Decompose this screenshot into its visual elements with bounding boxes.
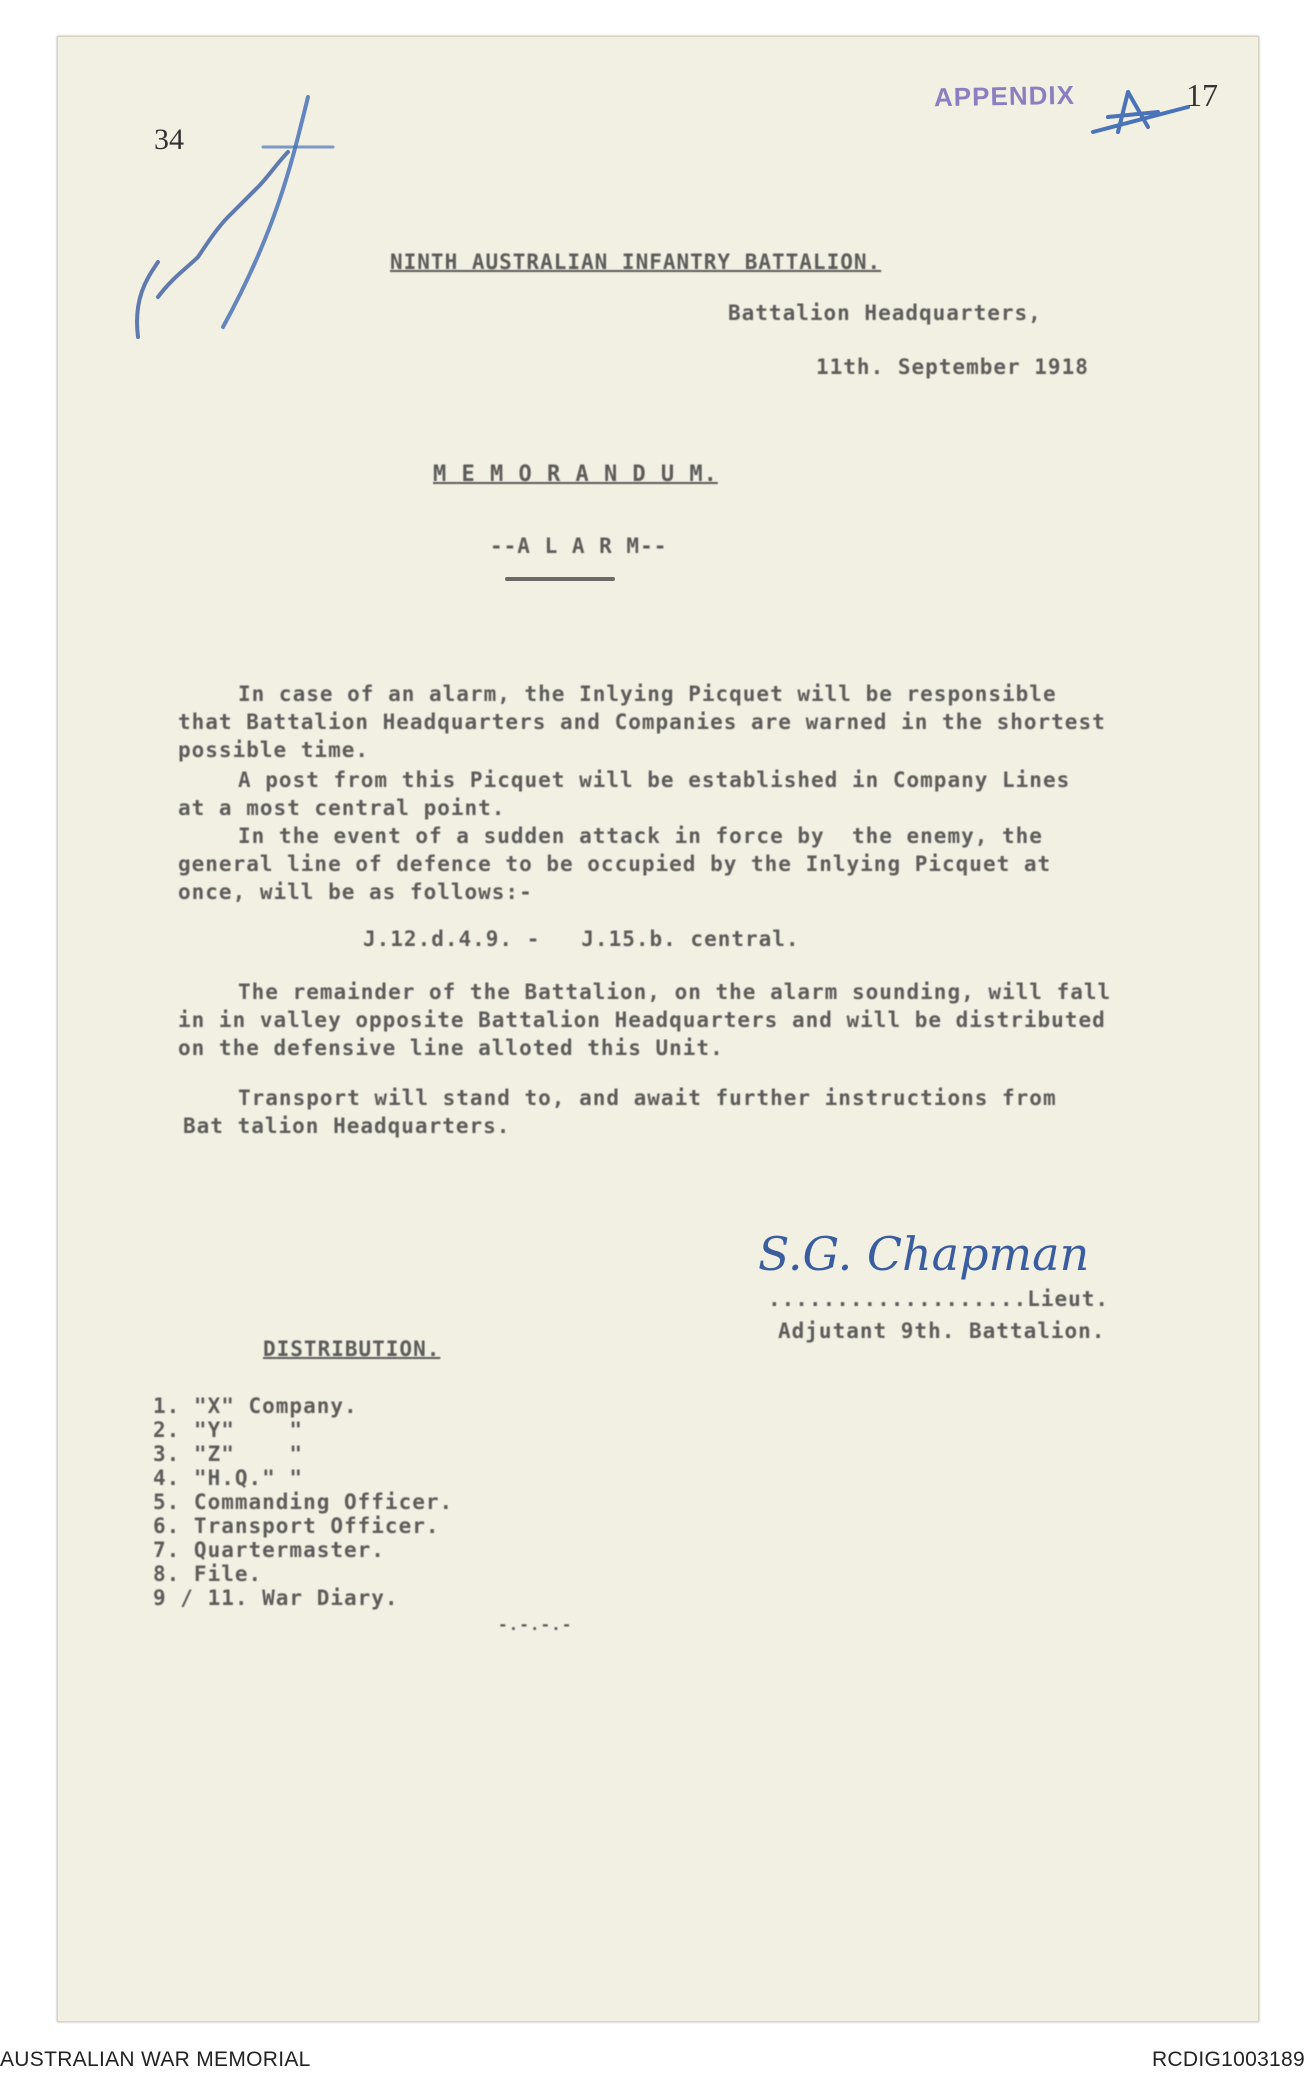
signature-title: Adjutant 9th. Battalion. xyxy=(778,1319,1106,1343)
distribution-item: 6. Transport Officer. xyxy=(153,1514,440,1538)
body-line-13: Transport will stand to, and await further instructions from xyxy=(238,1086,1057,1110)
footer-institution: AUSTRALIAN WAR MEMORIAL xyxy=(0,2048,311,2071)
body-line-1: In case of an alarm, the Inlying Picquet will be responsible xyxy=(238,682,1057,706)
body-line-7: general line of defence to be occupied by the Inlying Picquet at xyxy=(178,852,1052,876)
signature-rank-line: ...................Lieut. xyxy=(768,1287,1110,1311)
document-page xyxy=(57,36,1259,2022)
distribution-item: 2. "Y" " xyxy=(153,1418,304,1442)
body-line-14: Bat talion Headquarters. xyxy=(183,1114,511,1138)
header-location: Battalion Headquarters, xyxy=(728,301,1042,325)
body-line-6: In the event of a sudden attack in force by the enemy, the xyxy=(238,824,1043,848)
body-line-2: that Battalion Headquarters and Companies are warned in the shortest xyxy=(178,710,1106,734)
page-number: 17 xyxy=(1186,77,1218,113)
distribution-item: 7. Quartermaster. xyxy=(153,1538,385,1562)
body-line-5: at a most central point. xyxy=(178,796,506,820)
header-date: 11th. September 1918 xyxy=(816,355,1089,379)
distribution-heading: DISTRIBUTION. xyxy=(263,1337,441,1361)
subtitle-rule xyxy=(505,577,615,581)
distribution-item: 4. "H.Q." " xyxy=(153,1466,304,1490)
map-reference: J.12.d.4.9. - J.15.b. central. xyxy=(363,927,800,951)
handwritten-signature: S.G. Chapman xyxy=(758,1227,1090,1281)
folio-pencil-number: 34 xyxy=(154,123,184,156)
appendix-stamp: APPENDIX xyxy=(933,79,1076,113)
body-line-3: possible time. xyxy=(178,738,370,762)
end-mark: -.-.-.- xyxy=(498,1615,573,1634)
distribution-item: 8. File. xyxy=(153,1562,263,1586)
body-line-8: once, will be as follows:- xyxy=(178,880,533,904)
distribution-item: 9 / 11. War Diary. xyxy=(153,1586,399,1610)
body-line-10: The remainder of the Battalion, on the alarm sounding, will fall xyxy=(238,980,1112,1004)
distribution-item: 3. "Z" " xyxy=(153,1442,304,1466)
distribution-item: 1. "X" Company. xyxy=(153,1394,358,1418)
alarm-subtitle: --A L A R M-- xyxy=(490,534,668,558)
body-line-4: A post from this Picquet will be established in Company Lines xyxy=(238,768,1071,792)
memorandum-title: M E M O R A N D U M. xyxy=(433,462,718,487)
body-line-12: on the defensive line alloted this Unit. xyxy=(178,1036,724,1060)
body-line-11: in in valley opposite Battalion Headquarters and will be distributed xyxy=(178,1008,1106,1032)
unit-heading: NINTH AUSTRALIAN INFANTRY BATTALION. xyxy=(390,250,882,274)
distribution-item: 5. Commanding Officer. xyxy=(153,1490,454,1514)
handwritten-war-diary-mark xyxy=(78,67,378,367)
footer-record-id: RCDIG1003189 xyxy=(1151,2048,1305,2071)
